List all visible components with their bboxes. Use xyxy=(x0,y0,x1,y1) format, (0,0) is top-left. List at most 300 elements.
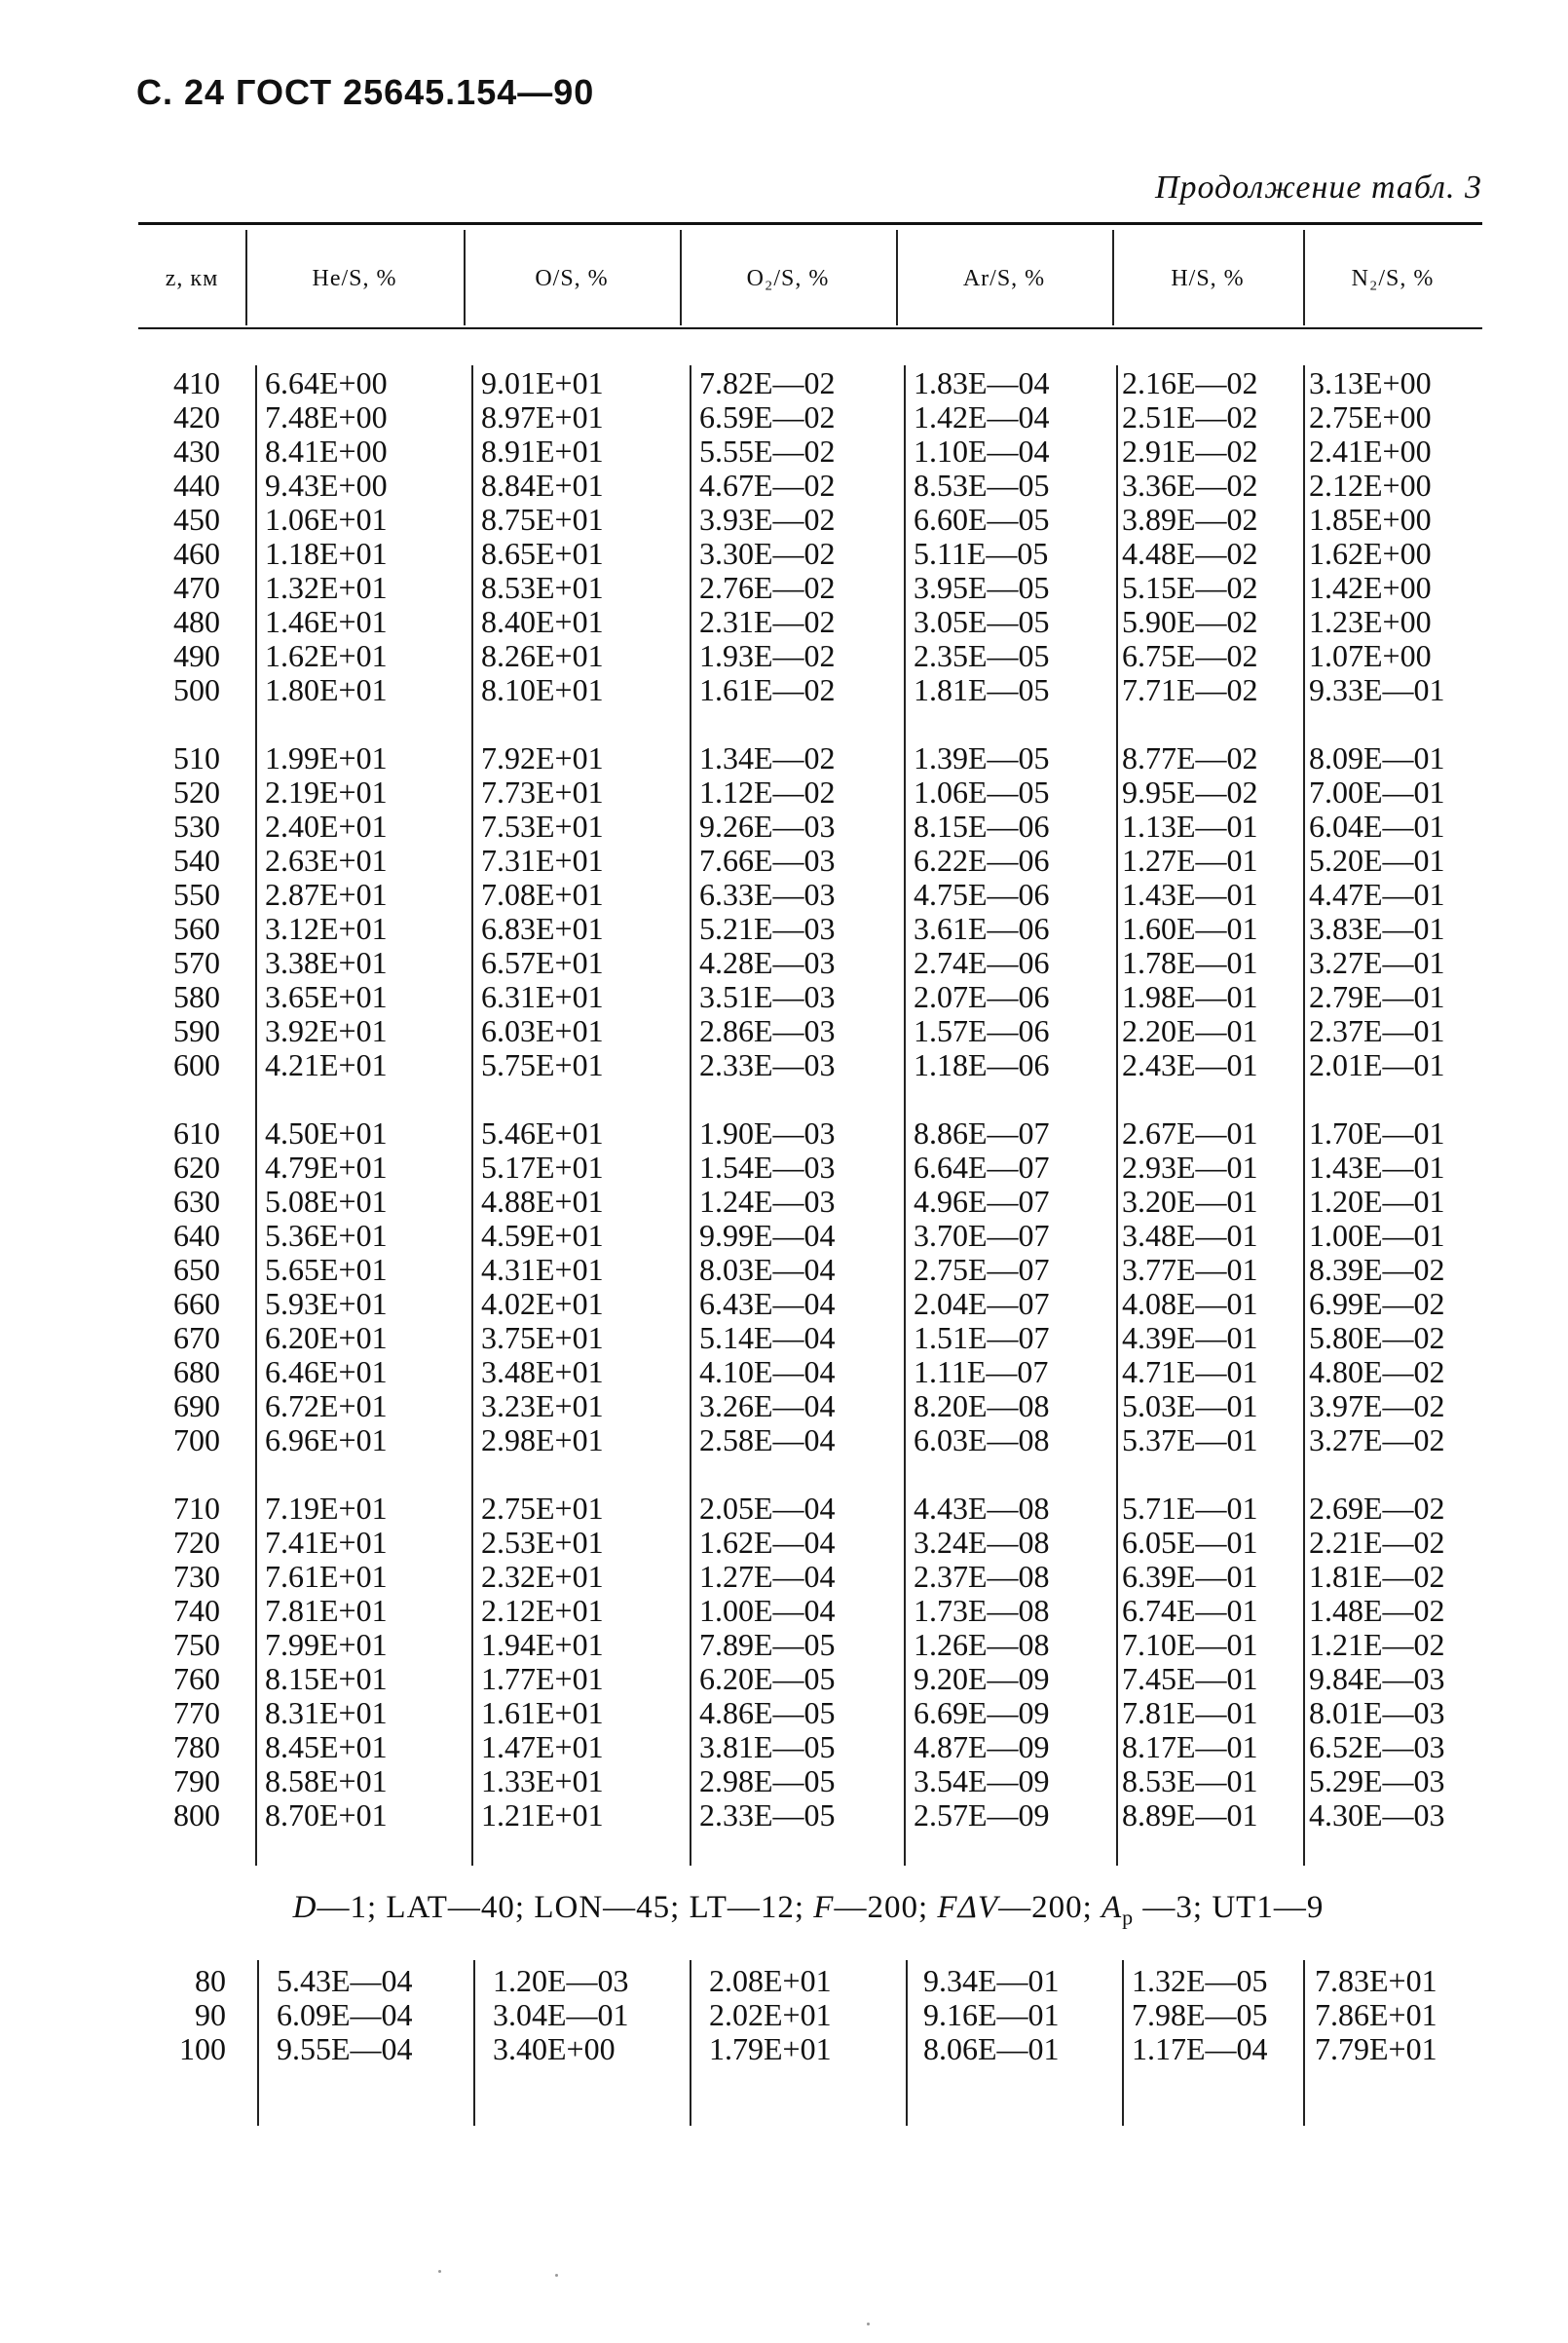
altitude-cell: 730 xyxy=(173,1559,220,1594)
value-cell: 7.79E+01 xyxy=(1315,2031,1437,2066)
value-cell: 1.23E+00 xyxy=(1309,604,1432,639)
value-cell: 2.41E+00 xyxy=(1309,434,1432,469)
value-cell: 9.55E—04 xyxy=(277,2031,413,2066)
value-cell: 9.01E+01 xyxy=(481,365,604,400)
value-cell: 1.42E+00 xyxy=(1309,570,1432,605)
value-cell: 2.31E—02 xyxy=(699,604,836,639)
value-cell: 1.61E+01 xyxy=(481,1695,604,1730)
column-o-2 xyxy=(493,1964,684,2066)
table-continuation-label: Продолжение табл. 3 xyxy=(1154,170,1482,206)
value-cell: 6.69E—09 xyxy=(914,1695,1050,1730)
value-cell: 1.57E—06 xyxy=(914,1013,1050,1048)
value-cell: 8.86E—07 xyxy=(914,1115,1050,1151)
value-cell: 6.09E—04 xyxy=(277,1997,413,2032)
table-top-rule xyxy=(138,222,1482,225)
value-cell: 8.15E—06 xyxy=(914,809,1050,844)
altitude-cell: 550 xyxy=(173,877,220,912)
value-cell: 3.48E—01 xyxy=(1122,1218,1258,1253)
altitude-cell: 540 xyxy=(173,843,220,878)
value-cell: 1.39E—05 xyxy=(914,740,1050,775)
header-h: H/S, % xyxy=(1171,265,1245,291)
value-cell: 3.20E—01 xyxy=(1122,1184,1258,1219)
altitude-cell: 100 xyxy=(179,2031,226,2066)
value-cell: 3.38E+01 xyxy=(265,945,388,980)
value-cell: 2.79E—01 xyxy=(1309,979,1445,1014)
value-cell: 6.59E—02 xyxy=(699,399,836,435)
value-cell: 7.08E+01 xyxy=(481,877,604,912)
value-cell: 1.27E—04 xyxy=(699,1559,836,1594)
value-cell: 1.80E+01 xyxy=(265,672,388,707)
value-cell: 7.86E+01 xyxy=(1315,1997,1437,2032)
value-cell: 1.43E—01 xyxy=(1309,1150,1445,1185)
header-ar: Ar/S, % xyxy=(962,265,1046,291)
value-cell: 6.22E—06 xyxy=(914,843,1050,878)
value-cell: 4.10E—04 xyxy=(699,1354,836,1389)
row-group xyxy=(481,366,676,707)
value-cell: 5.80E—02 xyxy=(1309,1320,1445,1355)
value-cell: 4.80E—02 xyxy=(1309,1354,1445,1389)
row-group xyxy=(265,1116,460,1457)
column-h xyxy=(1122,366,1297,1867)
value-cell: 2.87E+01 xyxy=(265,877,388,912)
value-cell: 8.01E—03 xyxy=(1309,1695,1445,1730)
row-group xyxy=(699,1492,894,1833)
value-cell: 8.77E—02 xyxy=(1122,740,1258,775)
value-cell: 4.43E—08 xyxy=(914,1491,1050,1526)
value-cell: 6.05E—01 xyxy=(1122,1525,1258,1560)
value-cell: 8.15E+01 xyxy=(265,1661,388,1696)
value-cell: 2.12E+01 xyxy=(481,1593,604,1628)
value-cell: 3.75E+01 xyxy=(481,1320,604,1355)
column-he xyxy=(265,366,460,1867)
altitude-cell: 480 xyxy=(173,604,220,639)
value-cell: 2.74E—06 xyxy=(914,945,1050,980)
value-cell: 1.18E—06 xyxy=(914,1047,1050,1082)
conditions-part3: —200; xyxy=(998,1890,1101,1925)
value-cell: 5.75E+01 xyxy=(481,1047,604,1082)
value-cell: 2.33E—05 xyxy=(699,1797,836,1833)
value-cell: 2.32E+01 xyxy=(481,1559,604,1594)
value-cell: 1.51E—07 xyxy=(914,1320,1050,1355)
value-cell: 7.73E+01 xyxy=(481,775,604,810)
value-cell: 4.71E—01 xyxy=(1122,1354,1258,1389)
row-group xyxy=(265,1492,460,1833)
value-cell: 7.19E+01 xyxy=(265,1491,388,1526)
column-h-2 xyxy=(1132,1964,1303,2066)
altitude-cell: 790 xyxy=(173,1763,220,1798)
value-cell: 9.43E+00 xyxy=(265,468,388,503)
column-separator xyxy=(904,365,906,1866)
value-cell: 3.12E+01 xyxy=(265,911,388,946)
value-cell: 7.83E+01 xyxy=(1315,1963,1437,1998)
value-cell: 8.53E—05 xyxy=(914,468,1050,503)
value-cell: 6.64E—07 xyxy=(914,1150,1050,1185)
value-cell: 2.02E+01 xyxy=(709,1997,832,2032)
value-cell: 8.58E+01 xyxy=(265,1763,388,1798)
header-n2: N₂/S, % xyxy=(1351,265,1435,291)
value-cell: 1.21E—02 xyxy=(1309,1627,1445,1662)
column-separator xyxy=(257,1960,259,2126)
value-cell: 3.24E—08 xyxy=(914,1525,1050,1560)
row-group xyxy=(914,366,1108,707)
conditions-fdv: FΔV xyxy=(937,1890,999,1925)
value-cell: 6.60E—05 xyxy=(914,502,1050,537)
value-cell: 1.13E—01 xyxy=(1122,809,1258,844)
altitude-cell: 770 xyxy=(173,1695,220,1730)
value-cell: 2.37E—08 xyxy=(914,1559,1050,1594)
value-cell: 2.43E—01 xyxy=(1122,1047,1258,1082)
value-cell: 7.10E—01 xyxy=(1122,1627,1258,1662)
value-cell: 1.32E—05 xyxy=(1132,1963,1268,1998)
value-cell: 1.00E—04 xyxy=(699,1593,836,1628)
value-cell: 3.23E+01 xyxy=(481,1388,604,1423)
value-cell: 4.50E+01 xyxy=(265,1115,388,1151)
value-cell: 5.36E+01 xyxy=(265,1218,388,1253)
altitude-cell: 660 xyxy=(173,1286,220,1321)
value-cell: 9.16E—01 xyxy=(923,1997,1060,2032)
value-cell: 5.93E+01 xyxy=(265,1286,388,1321)
altitude-cell: 600 xyxy=(173,1047,220,1082)
value-cell: 3.04E—01 xyxy=(493,1997,629,2032)
row-group xyxy=(146,366,220,707)
altitude-cell: 90 xyxy=(195,1997,226,2032)
value-cell: 6.52E—03 xyxy=(1309,1729,1445,1764)
column-altitude-2 xyxy=(146,1964,226,2066)
column-separator xyxy=(1303,1960,1305,2126)
value-cell: 1.07E+00 xyxy=(1309,638,1432,673)
value-cell: 3.61E—06 xyxy=(914,911,1050,946)
value-cell: 6.03E+01 xyxy=(481,1013,604,1048)
value-cell: 2.12E+00 xyxy=(1309,468,1432,503)
value-cell: 4.48E—02 xyxy=(1122,536,1258,571)
altitude-cell: 620 xyxy=(173,1150,220,1185)
value-cell: 1.70E—01 xyxy=(1309,1115,1445,1151)
row-group xyxy=(1309,1492,1480,1833)
altitude-cell: 670 xyxy=(173,1320,220,1355)
value-cell: 1.93E—02 xyxy=(699,638,836,673)
row-group xyxy=(699,1116,894,1457)
value-cell: 7.00E—01 xyxy=(1309,775,1445,810)
row-group xyxy=(481,741,676,1082)
altitude-cell: 450 xyxy=(173,502,220,537)
value-cell: 6.83E+01 xyxy=(481,911,604,946)
value-cell: 1.17E—04 xyxy=(1132,2031,1268,2066)
value-cell: 8.03E—04 xyxy=(699,1252,836,1287)
value-cell: 2.69E—02 xyxy=(1309,1491,1445,1526)
value-cell: 4.28E—03 xyxy=(699,945,836,980)
altitude-cell: 700 xyxy=(173,1422,220,1457)
value-cell: 1.18E+01 xyxy=(265,536,388,571)
value-cell: 9.33E—01 xyxy=(1309,672,1445,707)
value-cell: 6.74E—01 xyxy=(1122,1593,1258,1628)
column-separator xyxy=(690,365,691,1866)
value-cell: 7.89E—05 xyxy=(699,1627,836,1662)
value-cell: 2.53E+01 xyxy=(481,1525,604,1560)
value-cell: 8.40E+01 xyxy=(481,604,604,639)
value-cell: 3.05E—05 xyxy=(914,604,1050,639)
row-group xyxy=(1309,366,1480,707)
value-cell: 6.20E+01 xyxy=(265,1320,388,1355)
altitude-cell: 460 xyxy=(173,536,220,571)
row-group xyxy=(1309,741,1480,1082)
value-cell: 1.78E—01 xyxy=(1122,945,1258,980)
value-cell: 6.64E+00 xyxy=(265,365,388,400)
value-cell: 2.75E+01 xyxy=(481,1491,604,1526)
value-cell: 3.51E—03 xyxy=(699,979,836,1014)
value-cell: 7.53E+01 xyxy=(481,809,604,844)
value-cell: 3.36E—02 xyxy=(1122,468,1258,503)
value-cell: 2.98E—05 xyxy=(699,1763,836,1798)
row-group xyxy=(265,366,460,707)
value-cell: 4.08E—01 xyxy=(1122,1286,1258,1321)
value-cell: 1.10E—04 xyxy=(914,434,1050,469)
value-cell: 8.91E+01 xyxy=(481,434,604,469)
value-cell: 8.10E+01 xyxy=(481,672,604,707)
value-cell: 1.79E+01 xyxy=(709,2031,832,2066)
value-cell: 3.77E—01 xyxy=(1122,1252,1258,1287)
header-separator xyxy=(245,230,247,325)
altitude-cell: 760 xyxy=(173,1661,220,1696)
value-cell: 2.19E+01 xyxy=(265,775,388,810)
value-cell: 8.70E+01 xyxy=(265,1797,388,1833)
header-separator xyxy=(680,230,682,325)
value-cell: 7.82E—02 xyxy=(699,365,836,400)
value-cell: 8.26E+01 xyxy=(481,638,604,673)
row-group xyxy=(699,741,894,1082)
value-cell: 7.66E—03 xyxy=(699,843,836,878)
value-cell: 2.91E—02 xyxy=(1122,434,1258,469)
value-cell: 8.06E—01 xyxy=(923,2031,1060,2066)
value-cell: 4.31E+01 xyxy=(481,1252,604,1287)
row-group xyxy=(265,741,460,1082)
value-cell: 5.55E—02 xyxy=(699,434,836,469)
value-cell: 4.67E—02 xyxy=(699,468,836,503)
altitude-cell: 520 xyxy=(173,775,220,810)
value-cell: 6.96E+01 xyxy=(265,1422,388,1457)
value-cell: 5.03E—01 xyxy=(1122,1388,1258,1423)
value-cell: 3.26E—04 xyxy=(699,1388,836,1423)
value-cell: 3.89E—02 xyxy=(1122,502,1258,537)
conditions-part2: —200; xyxy=(834,1890,938,1925)
column-separator xyxy=(255,365,257,1866)
column-separator xyxy=(1303,365,1305,1866)
value-cell: 4.79E+01 xyxy=(265,1150,388,1185)
value-cell: 2.67E—01 xyxy=(1122,1115,1258,1151)
value-cell: 4.87E—09 xyxy=(914,1729,1050,1764)
column-o xyxy=(481,366,676,1867)
value-cell: 1.46E+01 xyxy=(265,604,388,639)
value-cell: 1.20E—03 xyxy=(493,1963,629,1998)
row-group xyxy=(146,1492,220,1833)
row-group xyxy=(1309,1116,1480,1457)
altitude-cell: 800 xyxy=(173,1797,220,1833)
value-cell: 2.16E—02 xyxy=(1122,365,1258,400)
value-cell: 1.73E—08 xyxy=(914,1593,1050,1628)
value-cell: 6.46E+01 xyxy=(265,1354,388,1389)
value-cell: 9.20E—09 xyxy=(914,1661,1050,1696)
value-cell: 5.11E—05 xyxy=(914,536,1049,571)
value-cell: 6.33E—03 xyxy=(699,877,836,912)
value-cell: 6.57E+01 xyxy=(481,945,604,980)
altitude-cell: 740 xyxy=(173,1593,220,1628)
value-cell: 9.84E—03 xyxy=(1309,1661,1445,1696)
value-cell: 4.39E—01 xyxy=(1122,1320,1258,1355)
value-cell: 7.31E+01 xyxy=(481,843,604,878)
column-o2 xyxy=(699,366,894,1867)
value-cell: 3.54E—09 xyxy=(914,1763,1050,1798)
altitude-cell: 690 xyxy=(173,1388,220,1423)
header-separator xyxy=(464,230,466,325)
header-z: z, км xyxy=(165,265,219,291)
conditions-ap-sub: p xyxy=(1122,1905,1135,1930)
value-cell: 9.99E—04 xyxy=(699,1218,836,1253)
value-cell: 5.08E+01 xyxy=(265,1184,388,1219)
value-cell: 5.46E+01 xyxy=(481,1115,604,1151)
row-group xyxy=(146,741,220,1082)
value-cell: 7.81E+01 xyxy=(265,1593,388,1628)
value-cell: 5.71E—01 xyxy=(1122,1491,1258,1526)
value-cell: 1.48E—02 xyxy=(1309,1593,1445,1628)
row-group xyxy=(1122,366,1297,707)
value-cell: 1.11E—07 xyxy=(914,1354,1049,1389)
altitude-cell: 680 xyxy=(173,1354,220,1389)
value-cell: 9.34E—01 xyxy=(923,1963,1060,1998)
altitude-cell: 650 xyxy=(173,1252,220,1287)
altitude-cell: 420 xyxy=(173,399,220,435)
value-cell: 8.53E+01 xyxy=(481,570,604,605)
value-cell: 2.75E—07 xyxy=(914,1252,1050,1287)
value-cell: 2.51E—02 xyxy=(1122,399,1258,435)
value-cell: 1.54E—03 xyxy=(699,1150,836,1185)
altitude-cell: 490 xyxy=(173,638,220,673)
value-cell: 8.17E—01 xyxy=(1122,1729,1258,1764)
altitude-cell: 410 xyxy=(173,365,220,400)
value-cell: 3.81E—05 xyxy=(699,1729,836,1764)
value-cell: 1.43E—01 xyxy=(1122,877,1258,912)
value-cell: 5.65E+01 xyxy=(265,1252,388,1287)
value-cell: 3.30E—02 xyxy=(699,536,836,571)
value-cell: 1.90E—03 xyxy=(699,1115,836,1151)
value-cell: 1.61E—02 xyxy=(699,672,836,707)
value-cell: 6.39E—01 xyxy=(1122,1559,1258,1594)
value-cell: 5.15E—02 xyxy=(1122,570,1258,605)
value-cell: 9.95E—02 xyxy=(1122,775,1258,810)
value-cell: 2.86E—03 xyxy=(699,1013,836,1048)
value-cell: 3.92E+01 xyxy=(265,1013,388,1048)
value-cell: 4.96E—07 xyxy=(914,1184,1050,1219)
value-cell: 1.62E+01 xyxy=(265,638,388,673)
column-ar-2 xyxy=(923,1964,1114,2066)
scan-speck xyxy=(555,2274,558,2277)
value-cell: 7.92E+01 xyxy=(481,740,604,775)
value-cell: 5.90E—02 xyxy=(1122,604,1258,639)
value-cell: 6.04E—01 xyxy=(1309,809,1445,844)
value-cell: 8.84E+01 xyxy=(481,468,604,503)
altitude-cell: 580 xyxy=(173,979,220,1014)
altitude-cell: 80 xyxy=(195,1963,226,1998)
value-cell: 5.14E—04 xyxy=(699,1320,836,1355)
value-cell: 2.05E—04 xyxy=(699,1491,836,1526)
value-cell: 2.58E—04 xyxy=(699,1422,836,1457)
value-cell: 5.43E—04 xyxy=(277,1963,413,1998)
value-cell: 1.62E—04 xyxy=(699,1525,836,1560)
value-cell: 7.45E—01 xyxy=(1122,1661,1258,1696)
value-cell: 8.89E—01 xyxy=(1122,1797,1258,1833)
value-cell: 8.20E—08 xyxy=(914,1388,1050,1423)
row-group xyxy=(146,1116,220,1457)
conditions-f: F xyxy=(813,1890,835,1925)
row-group xyxy=(914,1116,1108,1457)
value-cell: 5.37E—01 xyxy=(1122,1422,1258,1457)
value-cell: 5.17E+01 xyxy=(481,1150,604,1185)
value-cell: 2.20E—01 xyxy=(1122,1013,1258,1048)
table-header-rule xyxy=(138,327,1482,329)
value-cell: 5.20E—01 xyxy=(1309,843,1445,878)
value-cell: 2.04E—07 xyxy=(914,1286,1050,1321)
value-cell: 2.07E—06 xyxy=(914,979,1050,1014)
value-cell: 5.29E—03 xyxy=(1309,1763,1445,1798)
value-cell: 7.98E—05 xyxy=(1132,1997,1268,2032)
value-cell: 3.93E—02 xyxy=(699,502,836,537)
row-group xyxy=(699,366,894,707)
value-cell: 6.72E+01 xyxy=(265,1388,388,1423)
altitude-cell: 560 xyxy=(173,911,220,946)
value-cell: 1.77E+01 xyxy=(481,1661,604,1696)
value-cell: 1.20E—01 xyxy=(1309,1184,1445,1219)
altitude-cell: 430 xyxy=(173,434,220,469)
value-cell: 3.40E+00 xyxy=(493,2031,616,2066)
column-separator xyxy=(1122,1960,1124,2126)
altitude-cell: 630 xyxy=(173,1184,220,1219)
conditions-d: D xyxy=(292,1890,317,1925)
value-cell: 6.20E—05 xyxy=(699,1661,836,1696)
value-cell: 8.31E+01 xyxy=(265,1695,388,1730)
column-altitude xyxy=(146,366,220,1867)
value-cell: 6.31E+01 xyxy=(481,979,604,1014)
column-separator xyxy=(690,1960,691,2126)
value-cell: 1.34E—02 xyxy=(699,740,836,775)
value-cell: 8.39E—02 xyxy=(1309,1252,1445,1287)
value-cell: 2.33E—03 xyxy=(699,1047,836,1082)
altitude-cell: 500 xyxy=(173,672,220,707)
column-n2 xyxy=(1309,366,1480,1867)
value-cell: 1.42E—04 xyxy=(914,399,1050,435)
scan-speck xyxy=(438,2270,441,2273)
altitude-cell: 470 xyxy=(173,570,220,605)
value-cell: 7.81E—01 xyxy=(1122,1695,1258,1730)
row-group xyxy=(481,1492,676,1833)
value-cell: 1.94E+01 xyxy=(481,1627,604,1662)
header-o2: O₂/S, % xyxy=(746,265,830,291)
value-cell: 7.99E+01 xyxy=(265,1627,388,1662)
row-group xyxy=(481,1116,676,1457)
column-o2-2 xyxy=(709,1964,900,2066)
value-cell: 1.83E—04 xyxy=(914,365,1050,400)
value-cell: 1.99E+01 xyxy=(265,740,388,775)
value-cell: 7.41E+01 xyxy=(265,1525,388,1560)
value-cell: 3.95E—05 xyxy=(914,570,1050,605)
value-cell: 2.75E+00 xyxy=(1309,399,1432,435)
conditions-line xyxy=(136,1890,1480,1931)
value-cell: 1.24E—03 xyxy=(699,1184,836,1219)
value-cell: 6.43E—04 xyxy=(699,1286,836,1321)
row-group xyxy=(914,1492,1108,1833)
value-cell: 7.61E+01 xyxy=(265,1559,388,1594)
header-he: He/S, % xyxy=(312,265,397,291)
row-group xyxy=(1122,1116,1297,1457)
column-separator xyxy=(471,365,473,1866)
value-cell: 3.27E—02 xyxy=(1309,1422,1445,1457)
